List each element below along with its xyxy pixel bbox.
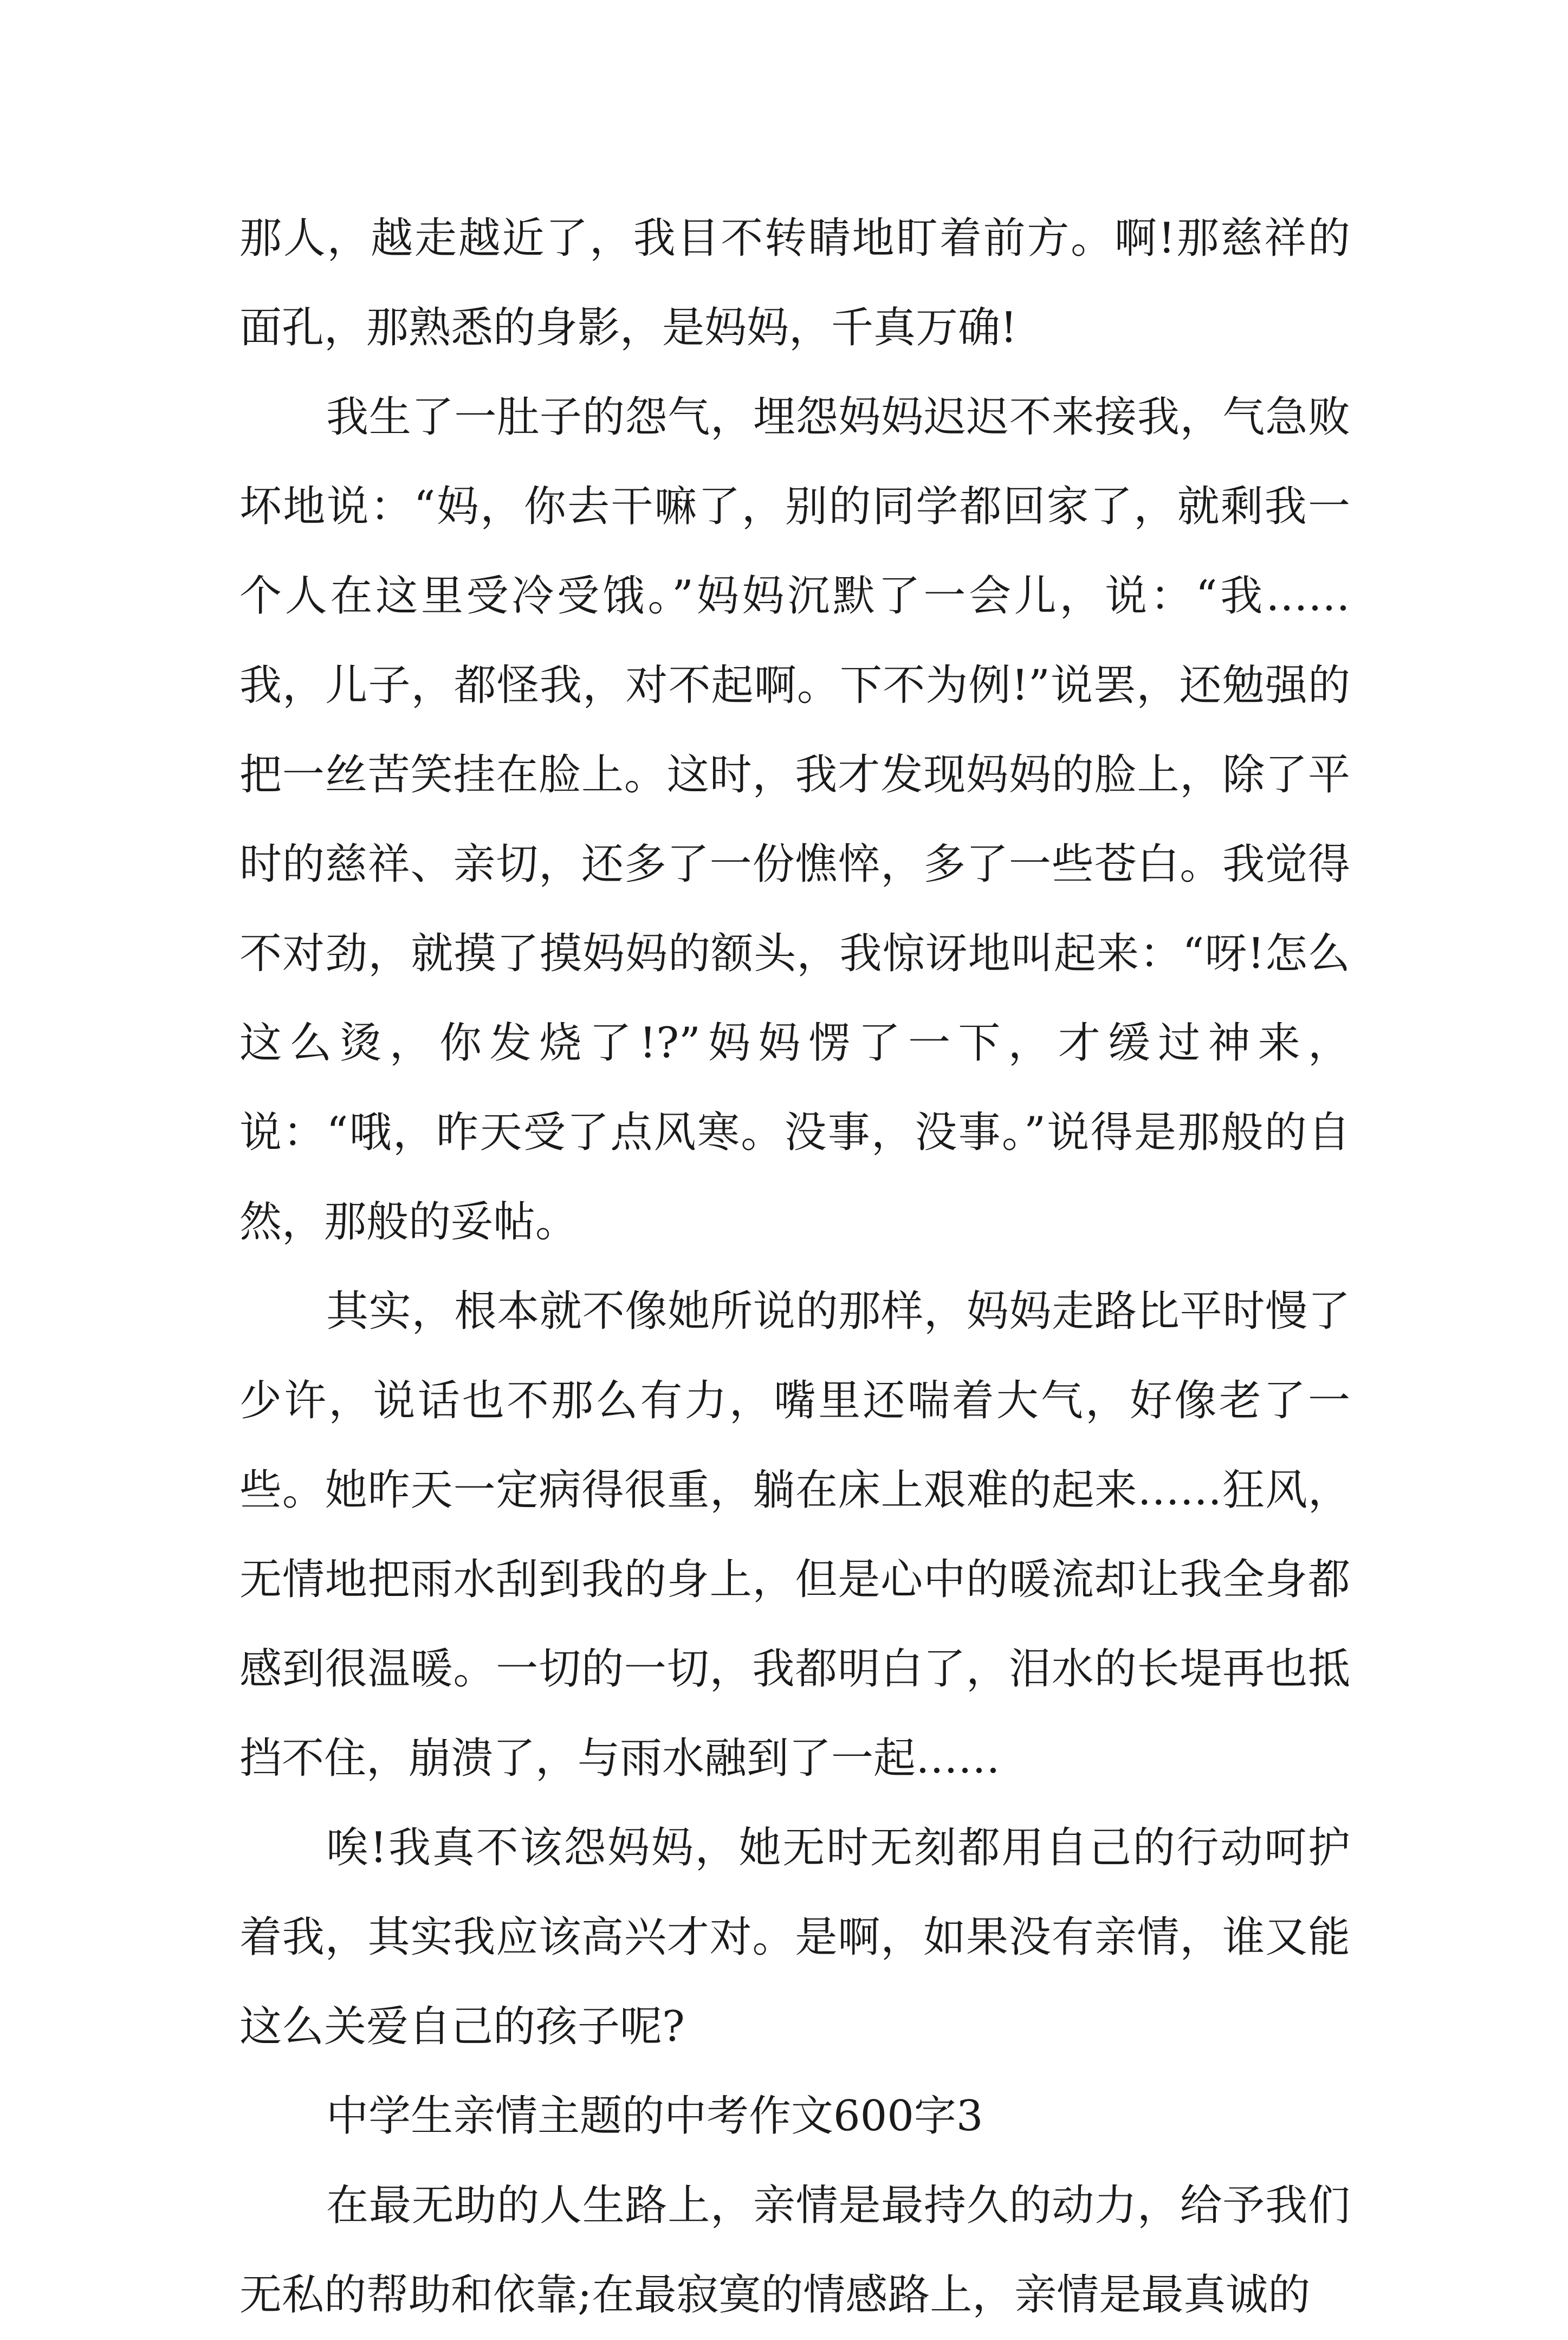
paragraph-2: 我生了一肚子的怨气，埋怨妈妈迟迟不来接我，气急败坏地说：“妈，你去干嘛了，别的同学都回家了，就剩我一个人在这里受冷受饿。”妈妈沉默了一会儿，说：“我……我，儿子，都怪我，对不起啊。下不为例!”说罢，还勉强的把一丝苦笑挂在脸上。这时，我才发现妈妈的脸上，除了平时的慈祥、亲切，还多了一份憔悴，多了一些苍白。我觉得不对劲，就摸了摸妈妈的额头，我惊讶地叫起来：“呀!怎么这么烫，你发烧了!?”妈妈愣了一下，才缓过神来，说：“哦，昨天受了点风寒。没事，没事。”说得是那般的自然，那般的妥帖。 (239, 393, 1350, 1246)
paragraph-4: 唉!我真不该怨妈妈，她无时无刻都用自己的行动呵护着我，其实我应该高兴才对。是啊，如果没有亲情，谁又能这么关爱自己的孩子呢? (239, 1824, 1350, 2051)
paragraph-5: 在最无助的人生路上，亲情是最持久的动力，给予我们无私的帮助和依靠;在最寂寞的情感路上，亲情是最真诚的 (239, 2181, 1350, 2319)
essay-body (239, 194, 1350, 2340)
section-heading: 中学生亲情主题的中考作文600字3 (326, 2092, 983, 2141)
paragraph-1: 那人，越走越近了，我目不转睛地盯着前方。啊!那慈祥的面孔，那熟悉的身影，是妈妈，千真万确! (239, 214, 1350, 352)
paragraph-3: 其实，根本就不像她所说的那样，妈妈走路比平时慢了少许，说话也不那么有力，嘴里还喘着大气，好像老了一些。她昨天一定病得很重，躺在床上艰难的起来……狂风，无情地把雨水刮到我的身上，但是心中的暖流却让我全身都感到很温暖。一切的一切，我都明白了，泪水的长堤再也抵挡不住，崩溃了，与雨水融到了一起…… (239, 1287, 1350, 1783)
